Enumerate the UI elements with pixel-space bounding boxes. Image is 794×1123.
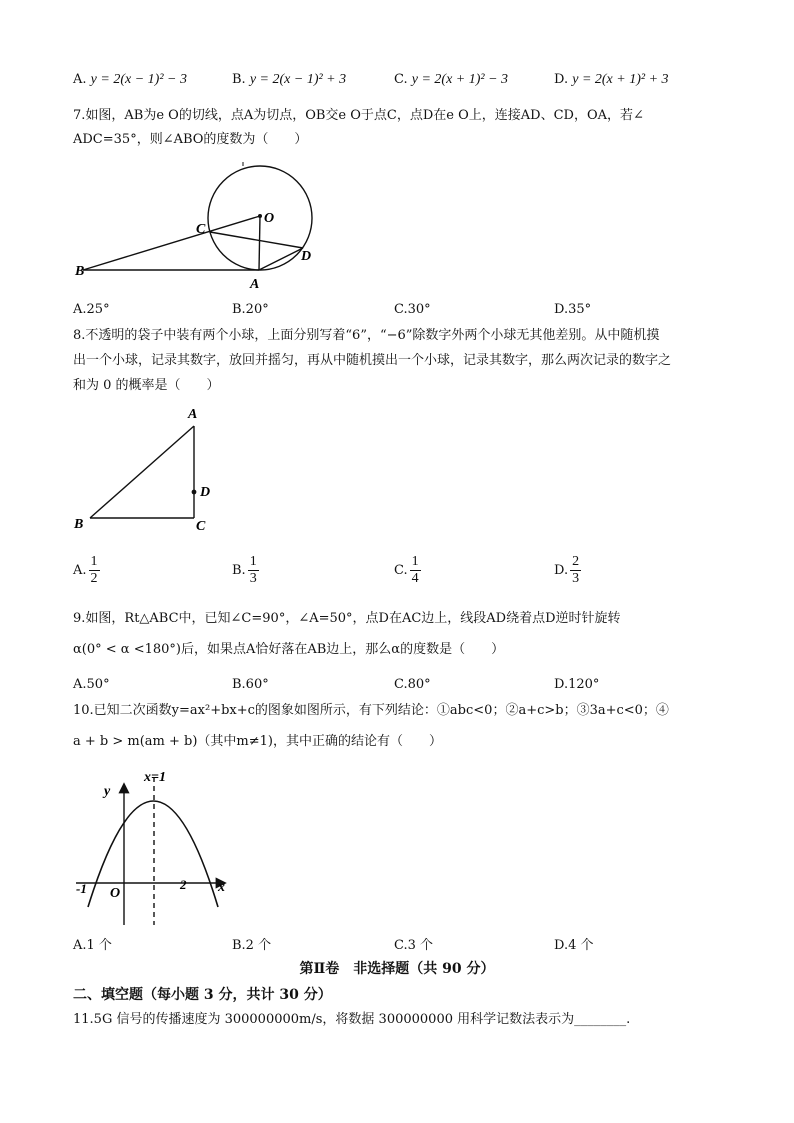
option-letter: C. — [394, 72, 408, 87]
q10-option-b: B.2 个 — [232, 938, 272, 953]
label-b: B — [74, 517, 84, 532]
option-letter: A. — [73, 563, 87, 578]
q8-right-triangle-figure — [70, 402, 230, 537]
label-2: 2 — [180, 877, 187, 892]
option-letter: B. — [232, 72, 246, 87]
label-x: x — [218, 880, 225, 895]
q6-option-a — [73, 72, 187, 88]
option-fraction: $\frac{1}{2}$ — [90, 554, 98, 586]
label-x-equals-1: x=1 — [144, 770, 166, 785]
segment-cd — [210, 232, 303, 248]
label-o: O — [264, 211, 275, 226]
label-y: y — [104, 784, 111, 799]
label-origin: O — [110, 886, 121, 901]
q10-stem-line1: 10.已知二次函数y=ax²+bx+c的图象如图所示，有下列结论：①abc<0；②a+c>b；③3a+c<0；④ — [73, 703, 669, 718]
q7-circle-tangent-figure — [70, 160, 330, 295]
q8-option-b — [232, 554, 259, 587]
q8-option-c — [394, 554, 421, 587]
label-neg1: -1 — [76, 881, 87, 896]
q8-stem-line1: 8.不透明的袋子中装有两个小球，上面分别写着“6”，“−6”除数字外两个小球无其他差别。从中随机摸 — [73, 328, 660, 343]
q10-option-c: C.3 个 — [394, 938, 434, 953]
q7-stem-line2: ADC=35°，则∠ABO的度数为（ ） — [73, 132, 308, 147]
q9-stem-line2: α(0° < α <180°)后，如果点A恰好落在AB边上，那么α的度数是（ ） — [73, 642, 505, 657]
segment-ba — [90, 426, 194, 518]
q9-option-b: B.60° — [232, 677, 269, 692]
q11-period: . — [626, 1012, 631, 1027]
segment-ad — [259, 248, 303, 270]
q8-stem-line3: 和为 0 的概率是（ ） — [73, 378, 220, 393]
q6-option-b — [232, 72, 346, 88]
option-letter: A. — [73, 72, 87, 87]
q6-option-c — [394, 72, 508, 88]
option-letter: C. — [394, 563, 408, 578]
option-letter: D. — [554, 72, 569, 87]
q10-stem-line2: a + b > m(am + b)（其中m≠1)，其中正确的结论有（ ） — [73, 734, 442, 749]
label-c: C — [196, 222, 206, 237]
option-fraction: $\frac{1}{3}$ — [249, 554, 257, 586]
label-a: A — [250, 277, 260, 292]
q7-option-b: B.20° — [232, 302, 269, 317]
label-d: D — [301, 249, 312, 264]
option-formula: y = 2(x + 1)² + 3 — [572, 72, 669, 87]
segment-oa — [259, 216, 260, 270]
label-b: B — [75, 264, 85, 279]
q9-stem-line1: 9.如图，Rt△ABC中，已知∠C=90°，∠A=50°，点D在AC边上，线段AD绕着点D逆时针旋转 — [73, 611, 621, 626]
q9-option-d: D.120° — [554, 677, 600, 692]
q10-option-a: A.1 个 — [73, 938, 112, 953]
q7-stem-line1: 7.如图，AB为e O的切线，点A为切点，OB交e O于点C，点D在e O上，连接AD、CD，OA，若∠ — [73, 108, 644, 123]
q11-stem — [73, 1011, 630, 1029]
part2-title: 第Ⅱ卷 非选择题（共 90 分） — [299, 961, 495, 977]
q8-stem-line2: 出一个小球，记录其数字，放回并摇匀，再从中随机摸出一个小球，记录其数字，那么两次记录的数字之 — [73, 353, 672, 368]
option-letter: B. — [232, 563, 246, 578]
q9-option-a: A.50° — [73, 677, 110, 692]
q8-option-a — [73, 554, 100, 587]
option-letter: D. — [554, 563, 569, 578]
q8-option-d — [554, 554, 581, 587]
q10-option-d: D.4 个 — [554, 938, 594, 953]
parabola-curve — [88, 801, 218, 907]
label-a: A — [188, 407, 198, 422]
q9-option-c: C.80° — [394, 677, 431, 692]
option-formula: y = 2(x − 1)² − 3 — [90, 72, 187, 87]
q10-parabola-figure — [70, 765, 250, 930]
q7-option-a: A.25° — [73, 302, 110, 317]
q6-option-d — [554, 72, 669, 88]
option-fraction: $\frac{1}{4}$ — [411, 554, 419, 586]
point-o — [258, 214, 262, 218]
q7-option-d: D.35° — [554, 302, 592, 317]
q11-answer-blank: ________ — [574, 1012, 627, 1027]
label-c: C — [196, 519, 206, 534]
q11-text: 11.5G 信号的传播速度为 300000000m/s，将数据 300000000 用科学记数法表示为 — [73, 1012, 575, 1027]
label-d: D — [200, 485, 211, 500]
option-formula: y = 2(x − 1)² + 3 — [249, 72, 347, 87]
option-fraction: $\frac{2}{3}$ — [572, 554, 580, 586]
section2-heading: 二、填空题（每小题 3 分，共计 30 分） — [73, 987, 332, 1003]
option-formula: y = 2(x + 1)² − 3 — [411, 72, 509, 87]
q7-option-c: C.30° — [394, 302, 431, 317]
point-d — [192, 490, 197, 495]
